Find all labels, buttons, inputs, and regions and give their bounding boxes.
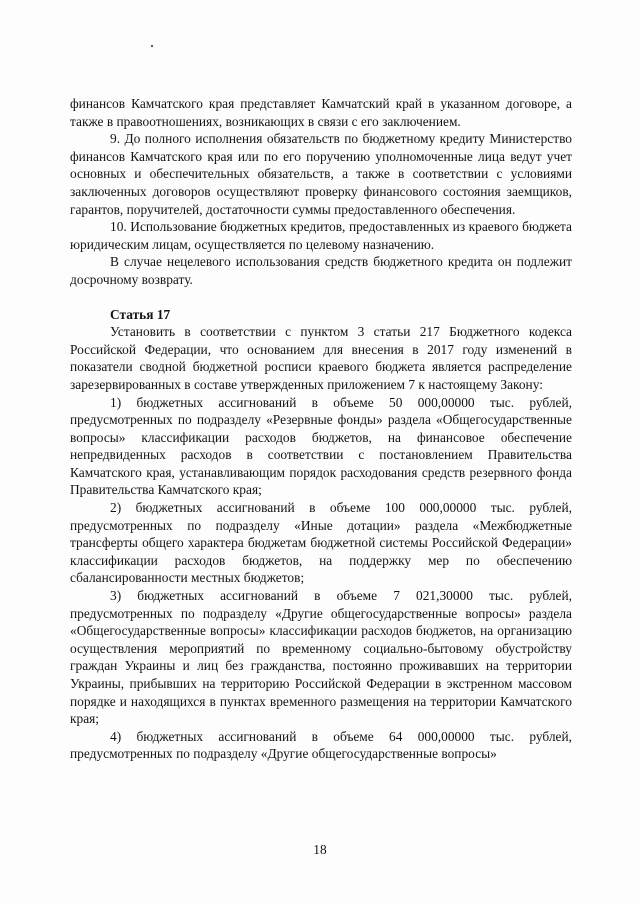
- document-body: [70, 95, 572, 763]
- paragraph-item-10: 10. Использование бюджетных кредитов, предоставленных из краевого бюджета юридическим лицам, осуществляется по целевому назначению.: [70, 219, 572, 252]
- article-item-4: 4) бюджетных ассигнований в объеме 64 000,00000 тыс. рублей, предусмотренных по подразделу «Другие общегосударственные вопросы»: [70, 728, 572, 762]
- article-item-1: 1) бюджетных ассигнований в объеме 50 000,00000 тыс. рублей, предусмотренных по подразделу «Резервные фонды» раздела «Общегосударственные вопросы» классификации расходов бюджетов, на финансовое обеспечение непредвиденных расходов в соответствии с постановлением Правительства Камчатского края, устанавливающим порядок расходования средств резервного фонда Правительства Камчатского края;: [70, 394, 572, 498]
- article-item-2: 2) бюджетных ассигнований в объеме 100 000,00000 тыс. рублей, предусмотренных по подразделу «Иные дотации» раздела «Межбюджетные трансферты общего характера бюджетам бюджетной системы Российской Федерации» классификации расходов бюджетов, на поддержку мер по обеспечению сбалансированности местных бюджетов;: [70, 500, 572, 586]
- page-number: 18: [313, 842, 327, 857]
- article-heading: Статья 17: [110, 306, 171, 322]
- scan-speck: [151, 45, 153, 47]
- article-item-3: 3) бюджетных ассигнований в объеме 7 021,30000 тыс. рублей, предусмотренных по подразделу «Другие общегосударственные вопросы» раздела «Общегосударственные вопросы» классификации расходов бюджетов, на организацию осуществления мероприятий по временному социально-бытовому обустройству граждан Украины и лиц без гражданства, постоянно проживавших на территории Украины, прибывших на территорию Российской Федерации в экстренном массовом порядке и находящихся в пунктах временного размещения на территории Камчатского края;: [70, 588, 572, 727]
- article-intro: Установить в соответствии с пунктом 3 статьи 217 Бюджетного кодекса Российской Федерации, что основанием для внесения в 2017 году изменений в показатели сводной бюджетной росписи краевого бюджета является распределение зарезервированных в составе утвержденных приложением 7 к настоящему Закону:: [70, 324, 572, 392]
- paragraph-continuation: финансов Камчатского края представляет Камчатский край в указанном договоре, а также в правоотношениях, возникающих в связи с его заключением.: [70, 96, 572, 129]
- paragraph-misuse-clause: В случае нецелевого использования средств бюджетного кредита он подлежит досрочному возврату.: [70, 254, 572, 287]
- paragraph-item-9: 9. До полного исполнения обязательств по бюджетному кредиту Министерство финансов Камчатского края или по его поручению уполномоченные лица ведут учет основных и обеспечительных обязательств, а также в соответствии с условиями заключенных договоров осуществляют проверку финансового состояния заемщиков, гарантов, поручителей, достаточности суммы предоставленного обеспечения.: [70, 131, 572, 217]
